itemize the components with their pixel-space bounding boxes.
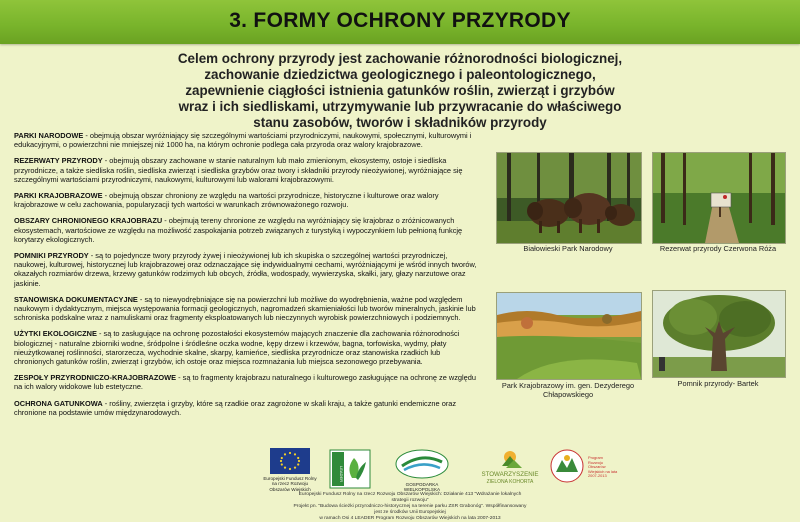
definition-text: - są to zasługujące na ochronę pozostałości ekosystemów mających znaczenie dla zachowania różnorodności biologicznej - naturalne zbiorniki wodne, śródpolne i śródleśne oczka wodne, kępy drzew i krzewów, bagna, torfowiska, wydmy, płaty nieużytkowanej roślinności, starorzecza, wychodnie skalne, skarpy, kamieńce, siedliska przyrodnicze oraz stanowiska rzadkich lub chronionych gatunków roślin, zwierząt i grzybów, ich ostoje oraz miejsca rozmnażania lub miejsca sezonowego przebywania.: [14, 329, 460, 367]
logo-strip: [263, 448, 788, 493]
definition-text: - obejmują obszar wyróżniający się szczególnymi wartościami przyrodniczymi, naukowymi, społecznymi, kulturowymi i edukacyjnymi, o powierzchni nie mniejszej niż 1000 ha, na którym ochronie podlega cała przyroda oraz walory krajobrazowe.: [14, 131, 472, 150]
definition-parki-narodowe: [14, 131, 482, 149]
footer-line: Projekt pn. "Budowa ścieżki przyrodniczo-historycznej na terenie parku ZSR Grabonóg". Współfinansowany jest ze środków Unii Europejskiej: [293, 504, 527, 515]
definition-text: - są to niewyodrębniające się na powierzchni lub możliwe do wyodrębnienia, ważne pod względem naukowym i dydaktycznym, miejsca występowania formacji geologicznych, nagromadzeń skamieniałości lub tworów mineralnych, jaskinie lub schroniska podskalne wraz z namuliskami oraz fragmenty eksploatowanych lub nieczynnych wyrobisk powierzchniowych i podziemnych.: [14, 294, 476, 323]
eu-flag-icon: [270, 448, 310, 474]
zielona-kohorta-logo-icon: [478, 448, 542, 472]
definition-term: STANOWISKA DOKUMENTACYJNE: [14, 294, 138, 304]
definition-term: OBSZARY CHRONIONEGO KRAJOBRAZU: [14, 216, 163, 226]
wielkopolska-logo-icon: [394, 448, 450, 480]
definition-text: - obejmują tereny chronione ze względu na wyróżniający się krajobraz o zróżnicowanych ekosystemach, wartościowe ze względu na możliwość zaspokajania potrzeb związanych z turystyką i wypoczynkiem lub pełnioną funkcję korytarzy ekologicznych.: [14, 216, 463, 244]
definition-ochrona-gatunkowa: [14, 399, 482, 417]
prow-logo-icon: [548, 448, 586, 484]
footer-line: Europejski Fundusz Rolny na rzecz Rozwoju Obszarów Wiejskich: Działanie 413 "Wdrażanie lokalnych strategii rozwoju": [298, 492, 522, 503]
prow-logo-caption: Program Rozwoju Obszarów Wiejskich na lata 2007-2013: [588, 455, 618, 479]
photo-caption: Pomnik przyrody- Bartek: [677, 379, 759, 388]
autumn-field-photo: [496, 292, 642, 380]
title-bar: [0, 0, 800, 44]
definition-term: UŻYTKI EKOLOGICZNE: [14, 329, 97, 339]
definition-obszary-chronionego-krajobrazu: [14, 216, 482, 244]
definition-parki-krajobrazowe: [14, 191, 482, 209]
definition-term: ZESPOŁY PRZYRODNICZO-KRAJOBRAZOWE: [14, 373, 177, 383]
page-title: 3. FORMY OCHRONY PRZYRODY: [229, 9, 571, 32]
photo-caption: Białowieski Park Narodowy: [523, 244, 613, 253]
definition-term: REZERWATY PRZYRODY: [14, 156, 103, 166]
eu-logo-caption: Europejski Fundusz Rolny na rzecz Rozwoju Obszarów Wiejskich: [263, 476, 317, 492]
bison-photo: [496, 152, 642, 244]
funding-footer: [290, 492, 530, 522]
definitions-list: [14, 131, 482, 424]
zielona-kohorta-line1: STOWARZYSZENIE: [481, 471, 539, 478]
definition-zespoly: [14, 373, 482, 391]
definition-rezerwaty: [14, 156, 482, 184]
zielona-kohorta-line2: ZIELONA KOHORTA: [486, 479, 534, 485]
definition-term: PARKI KRAJOBRAZOWE: [14, 191, 103, 201]
photo-caption: Rezerwat przyrody Czerwona Róża: [659, 244, 777, 253]
definition-term: OCHRONA GATUNKOWA: [14, 398, 103, 408]
definition-text: - obejmują obszary zachowane w stanie naturalnym lub mało zmienionym, ekosystemy, ostoje i siedliska przyrodnicze, a także siedliska roślin, siedliska zwierząt i siedliska grzybów oraz twory i składniki przyrody nieożywionej, wyróżniające się szczególnymi wartościami przyrodniczymi, naukowymi, kulturowymi lub walorami krajobrazowymi.: [14, 156, 463, 184]
photo-caption: Park Krajobrazowy im. gen. Dezyderego Chłapowskiego: [501, 381, 635, 399]
definition-stanowiska-dokumentacyjne: [14, 295, 482, 323]
leader-logo-text: LEADER: [339, 466, 344, 483]
intro-paragraph: Celem ochrony przyrody jest zachowanie różnorodności biologicznej, zachowanie dziedzictwa geologicznego i paleontologicznego, zapewnienie ciągłości istnienia gatunków roślin, zwierząt i grzybów wraz i ich siedliskami, utrzymywanie lub przywracanie do właściwego stanu zasobów, tworów i składników przyrody: [177, 51, 623, 130]
definition-pomniki-przyrody: [14, 251, 482, 288]
definition-term: POMNIKI PRZYRODY: [14, 251, 89, 261]
oak-tree-photo: [652, 290, 786, 378]
wielkopolska-logo-caption: GOSPODARKA WIELKOPOLSKA: [403, 482, 441, 493]
definition-text: - są to pojedyncze twory przyrody żywej i nieożywionej lub ich skupiska o szczególnej wartości przyrodniczej, naukowej, kulturowej, historycznej lub krajobrazowej oraz odznaczające się indywidualnymi cechami, wyróżniającymi je wśród innych tworów, okazałych rozmiarów drzewa, krzewy gatunków rodzimych lub obcych, źródła, wodospady, wywierzyska, skałki, jary, głazy narzutowe oraz jaskinie.: [14, 251, 477, 288]
definition-text: - są to fragmenty krajobrazu naturalnego i kulturowego zasługujące na ochronę ze względu na ich walory widokowe lub estetyczne.: [14, 373, 476, 392]
footer-line: w ramach Osi 4 LEADER Program Rozwoju Obszarów Wiejskich na lata 2007-2013: [319, 516, 501, 521]
definition-term: PARKI NARODOWE: [14, 131, 84, 140]
definition-uzytki-ekologiczne: [14, 329, 482, 366]
forest-path-photo: [652, 152, 786, 244]
definition-text: - rośliny, zwierzęta i grzyby, które są rzadkie oraz zagrożone w skali kraju, a także gatunki endemiczne oraz chronione na podstawie umów międzynarodowych.: [14, 398, 457, 417]
definition-text: - obejmują obszar chroniony ze względu na wartości przyrodnicze, historyczne i kulturowe oraz walory krajobrazowe w celu zachowania, popularyzacji tych wartości w warunkach zrównoważonego rozwoju.: [14, 191, 439, 210]
